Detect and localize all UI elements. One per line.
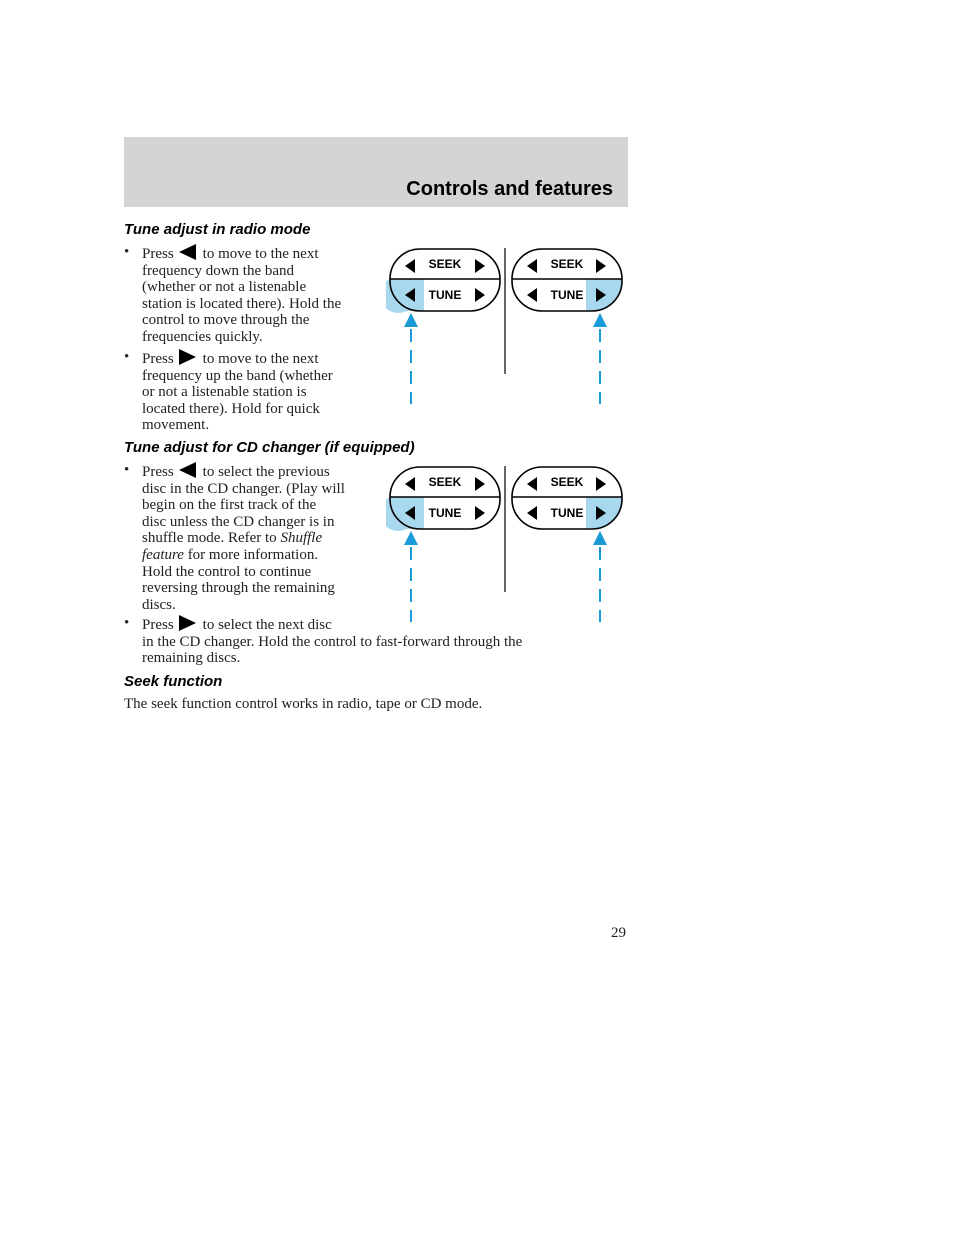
bullet-line: disc unless the CD changer is in bbox=[142, 513, 335, 530]
press-label: Press bbox=[142, 464, 174, 480]
heading-tune-cd: Tune adjust for CD changer (if equipped) bbox=[124, 439, 415, 456]
bullet-text bbox=[142, 462, 345, 613]
page-number: 29 bbox=[611, 925, 626, 941]
pointer-arrow-right bbox=[593, 531, 607, 622]
right-arrow-icon bbox=[179, 615, 197, 631]
shuffle-reference: Shuffle bbox=[280, 530, 323, 547]
bullet-line: station is located there). Hold the bbox=[142, 295, 342, 312]
heading-seek-function: Seek function bbox=[124, 673, 223, 690]
bullet-line: frequencies quickly. bbox=[142, 328, 263, 345]
bullet-line: movement. bbox=[142, 417, 210, 434]
seek-tune-diagram-radio bbox=[386, 246, 626, 406]
bullet-dot: • bbox=[124, 349, 130, 365]
bullet-line: to select the next disc bbox=[202, 617, 332, 633]
bullet-line: remaining discs. bbox=[142, 650, 241, 667]
left-arrow-icon bbox=[179, 462, 197, 478]
bullet-line: reversing through the remaining bbox=[142, 580, 335, 597]
bullet-line: or not a listenable station is bbox=[142, 384, 307, 401]
seek-right-arrow-icon bbox=[596, 477, 606, 491]
press-label: Press bbox=[142, 246, 174, 262]
seek-tune-diagram-cd bbox=[386, 464, 626, 624]
bullet-line: in the CD changer. Hold the control to fast-forward through the bbox=[142, 633, 523, 650]
seek-function-body: The seek function control works in radio, tape or CD mode. bbox=[124, 696, 483, 712]
pointer-arrow-left bbox=[404, 531, 418, 622]
seek-label: SEEK bbox=[428, 475, 462, 489]
seek-label: SEEK bbox=[550, 257, 584, 271]
pointer-arrow-left bbox=[404, 313, 418, 404]
tune-label: TUNE bbox=[428, 506, 462, 520]
bullet-line: to move to the next bbox=[202, 246, 319, 262]
bullet-dot: • bbox=[124, 244, 130, 260]
bullet-dot: • bbox=[124, 615, 130, 631]
tune-left-arrow-icon bbox=[527, 506, 537, 520]
bullet-line: control to move through the bbox=[142, 312, 310, 329]
bullet-line: discs. bbox=[142, 596, 176, 613]
control-left-press bbox=[386, 467, 500, 531]
bullet-line: shuffle mode. Refer to bbox=[142, 530, 281, 547]
seek-right-arrow-icon bbox=[475, 259, 485, 273]
bullet-line: frequency up the band (whether bbox=[142, 367, 333, 384]
seek-label: SEEK bbox=[428, 257, 462, 271]
section-header-band bbox=[124, 137, 628, 207]
seek-right-arrow-icon bbox=[596, 259, 606, 273]
bullet-line: located there). Hold for quick bbox=[142, 400, 320, 417]
tune-label: TUNE bbox=[428, 288, 462, 302]
control-right-press bbox=[512, 249, 622, 311]
section-title: Controls and features bbox=[406, 178, 613, 200]
bullet-line: disc in the CD changer. (Play will bbox=[142, 480, 345, 497]
seek-label: SEEK bbox=[550, 475, 584, 489]
bullet-line: (whether or not a listenable bbox=[142, 279, 307, 296]
control-left-press bbox=[386, 249, 500, 313]
bullet-line: frequency down the band bbox=[142, 262, 295, 279]
seek-right-arrow-icon bbox=[475, 477, 485, 491]
seek-left-arrow-icon bbox=[527, 477, 537, 491]
tune-right-arrow-icon bbox=[475, 288, 485, 302]
bullet-line: for more information. bbox=[183, 546, 319, 563]
left-arrow-icon bbox=[179, 244, 197, 260]
bullet-text bbox=[142, 244, 341, 346]
bullet-line: Hold the control to continue bbox=[142, 563, 312, 580]
seek-left-arrow-icon bbox=[527, 259, 537, 273]
bullet-text bbox=[142, 349, 333, 434]
bullet-line: to move to the next bbox=[202, 351, 319, 367]
bullet-line: begin on the first track of the bbox=[142, 497, 317, 514]
press-label: Press bbox=[142, 617, 174, 633]
bullet-line: to select the previous bbox=[202, 464, 330, 480]
seek-left-arrow-icon bbox=[405, 477, 415, 491]
tune-right-arrow-icon bbox=[475, 506, 485, 520]
tune-label: TUNE bbox=[550, 288, 584, 302]
press-label: Press bbox=[142, 351, 174, 367]
tune-label: TUNE bbox=[550, 506, 584, 520]
feature-reference: feature bbox=[142, 546, 184, 563]
heading-tune-radio: Tune adjust in radio mode bbox=[124, 221, 311, 238]
tune-left-arrow-icon bbox=[527, 288, 537, 302]
pointer-arrow-right bbox=[593, 313, 607, 404]
control-right-press bbox=[512, 467, 622, 529]
seek-left-arrow-icon bbox=[405, 259, 415, 273]
right-arrow-icon bbox=[179, 349, 197, 365]
bullet-dot: • bbox=[124, 462, 130, 478]
